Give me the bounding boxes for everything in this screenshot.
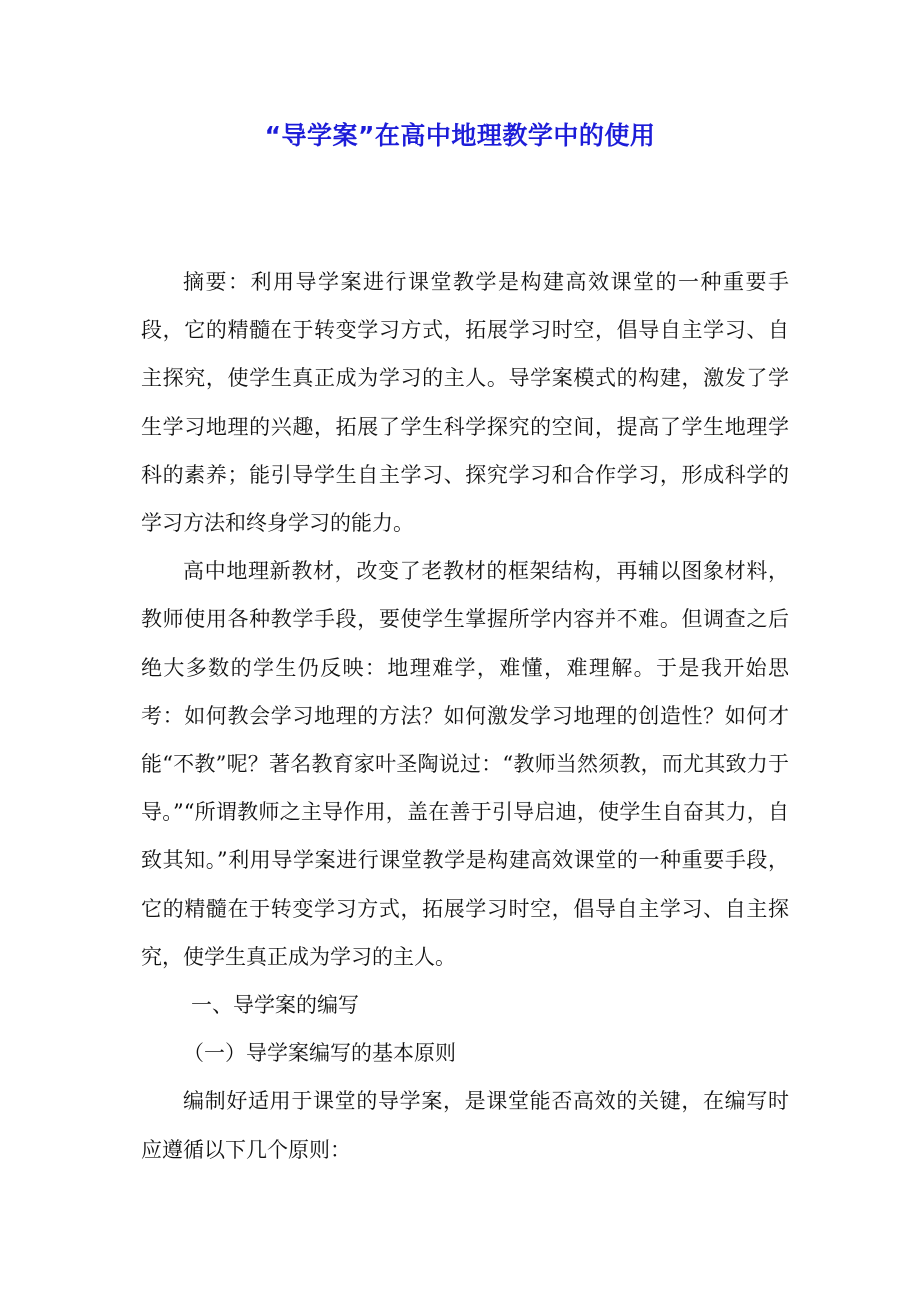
section-heading: 一、导学案的编写: [191, 993, 359, 1018]
document-title: “导学案”在高中地理教学中的使用: [264, 121, 656, 150]
document-body: [141, 258, 789, 1174]
intro-paragraph: 高中地理新教材，改变了老教材的框架结构，再辅以图象材料，教师使用各种教学手段，要使学生掌握所学内容并不难。但调查之后绝大多数的学生仍反映：地理难学，难懂，难理解。于是我开始思考：如何教会学习地理的方法？如何激发学习地理的创造性？如何才能“不教”呢？著名教育家叶圣陶说过：“教师当然须教，而尤其致力于导。”“所谓教师之主导作用，盖在善于引导启迪，使学生自奋其力，自致其知。”利用导学案进行课堂教学是构建高效课堂的一种重要手段，它的精髓在于转变学习方式，拓展学习时空，倡导自主学习、自主探究，使学生真正成为学习的主人。: [141, 559, 789, 969]
principles-intro-paragraph: 编制好适用于课堂的导学案，是课堂能否高效的关键，在编写时应遵循以下几个原则：: [141, 1089, 789, 1162]
abstract-paragraph: 摘要：利用导学案进行课堂教学是构建高效课堂的一种重要手段，它的精髓在于转变学习方式，拓展学习时空，倡导自主学习、自主探究，使学生真正成为学习的主人。导学案模式的构建，激发了学生学习地理的兴趣，拓展了学生科学探究的空间，提高了学生地理学科的素养；能引导学生自主学习、探究学习和合作学习，形成科学的学习方法和终身学习的能力。: [141, 270, 789, 536]
subsection-heading: （一）导学案编写的基本原则: [183, 1041, 456, 1066]
